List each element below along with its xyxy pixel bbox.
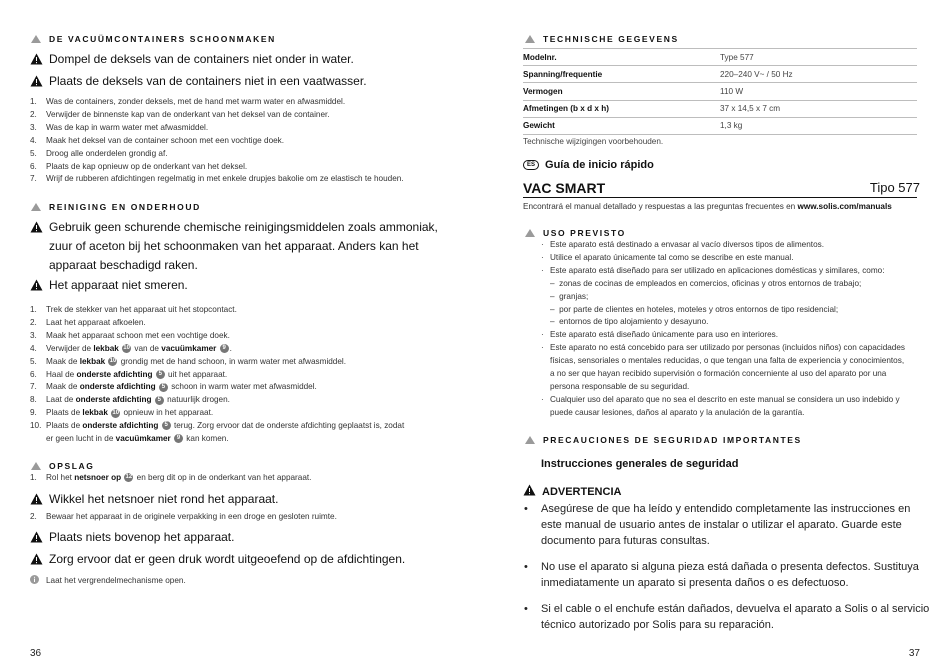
list-item: 1. Was de containers, zonder deksels, met de hand met warm water en afwasmiddel. [30, 97, 346, 106]
warning-icon [30, 75, 43, 87]
table-row: Modelnr. Type 577 [523, 49, 917, 66]
part-number-badge: 9 [174, 434, 183, 443]
list-item: 10. Plaats de onderste afdichting 5 terug. Zorg ervoor dat de onderste afdichting geplaatst is, zodat [30, 421, 405, 431]
manual-note: Encontrará el manual detallado y respuestas a las preguntas frecuentes en www.solis.com/manuals [523, 202, 892, 211]
list-subitem: – entornos de tipo alojamiento y desayuno. [550, 317, 709, 327]
list-item: · Este aparato no está concebido para ser utilizado por personas (incluidos niños) con capacidades [541, 343, 906, 353]
list-item: 6. Plaats de kap opnieuw op de onderkant van het deksel. [30, 161, 248, 171]
warning-icon [30, 493, 43, 505]
list-item: · Este aparato está diseñado únicamente para uso en interiores. [541, 330, 779, 340]
table-row: Vermogen 110 W [523, 83, 917, 100]
part-number-badge: 10 [112, 409, 120, 416]
part-number-badge: 10 [109, 357, 117, 364]
list-item-continued: persona responsable de su seguridad. [550, 381, 690, 391]
warning-line: Zorg ervoor dat er geen druk wordt uitgeoefend op de afdichtingen. [30, 550, 405, 569]
info-note: Laat het vergrendelmechanisme open. [30, 575, 186, 589]
list-item: 1. Rol het netsnoer op 12 en berg dit op in de onderkant van het apparaat. [30, 473, 312, 482]
storage-step-2 [30, 511, 337, 524]
part-number-badge: 12 [125, 474, 133, 481]
cleaning-steps [30, 96, 404, 186]
section-heading: DE VACUÜMCONTAINERS SCHOONMAKEN [31, 34, 276, 44]
list-item: 7. Maak de onderste afdichting 5 schoon in warm water met afwasmiddel. [30, 382, 317, 392]
title-rule [523, 197, 917, 198]
warning-line: Dompel de deksels van de containers niet onder in water. [30, 50, 354, 69]
list-item: 4. Maak het deksel van de container schoon met een vochtige doek. [30, 135, 285, 145]
list-item: 3. Was de kap in warm water met afwasmiddel. [30, 122, 209, 132]
section-triangle-icon [31, 462, 41, 470]
table-row: Spanning/frequentie 220–240 V~ / 50 Hz [523, 66, 917, 83]
list-subitem: – zonas de cocinas de empleados en comercios, oficinas y otros entornos de trabajo; [550, 278, 862, 288]
section-heading: USO PREVISTO [525, 228, 626, 238]
warning-line: Plaats niets bovenop het apparaat. [30, 528, 234, 547]
part-number-badge: 5 [159, 383, 168, 392]
section-heading: OPSLAG [31, 461, 95, 471]
info-icon [30, 575, 46, 589]
right-page [475, 0, 950, 660]
list-item-continued: a no ser que hayan recibido supervisión o formación concerniente al uso del aparato por una [550, 369, 887, 379]
product-name: VAC SMART [523, 180, 606, 196]
safety-bullets [524, 501, 929, 643]
list-item-continued: puede causar lesiones, daños al aparato y la anulación de la garantía. [550, 407, 805, 417]
list-item: 2. Verwijder de binnenste kap van de onderkant van het deksel van de container. [30, 109, 330, 119]
language-badge: ES [523, 160, 539, 170]
quick-guide-header: ES Guía de inicio rápido [523, 159, 654, 171]
manual-link[interactable]: www.solis.com/manuals [797, 202, 892, 211]
page-number: 37 [908, 648, 920, 659]
part-number-badge: 5 [156, 370, 165, 379]
list-subitem: – por parte de clientes en hoteles, moteles y otros entornos de tipo residencial; [550, 304, 839, 314]
list-item-continued: er geen lucht in de vacuümkamer 9 kan komen. [46, 434, 229, 444]
list-item: • No use el aparato si alguna pieza está dañada o presenta defectos. Sustituya inmediatamente un aparato si presenta daños o es defectuoso. [524, 561, 919, 589]
list-item: 4. Verwijder de lekbak 10 van de vacuümkamer 9 . [30, 343, 232, 353]
list-item: 8. Laat de onderste afdichting 5 natuurlijk drogen. [30, 395, 230, 405]
section-heading: REINIGING EN ONDERHOUD [31, 202, 201, 212]
part-number-badge: 5 [162, 421, 171, 430]
spec-note: Technische wijzigingen voorbehouden. [523, 137, 664, 146]
warning-icon [30, 279, 43, 291]
warning-line: Wikkel het netsnoer niet rond het apparaat. [30, 490, 278, 509]
part-number-badge: 9 [220, 344, 229, 353]
part-number-badge: 10 [123, 345, 130, 352]
list-item: · Cualquier uso del aparato que no sea el descrito en este manual se considera un uso indebido y [541, 394, 900, 404]
maintenance-steps [30, 304, 404, 446]
warning-icon [30, 53, 43, 65]
section-heading: TECHNISCHE GEGEVENS [525, 34, 679, 44]
table-row: Gewicht 1,3 kg [523, 117, 917, 134]
storage-step-1 [30, 472, 311, 485]
warning-icon [30, 221, 43, 233]
page-number: 36 [30, 648, 42, 659]
section-triangle-icon [31, 203, 41, 211]
list-item: • Si el cable o el enchufe están dañados, devuelva el aparato a Solis o al servicio técnico autorizado por Solis para su reparación. [524, 603, 930, 631]
list-item: · Este aparato está diseñado para ser utilizado en aplicaciones domésticas y similares, como: [541, 265, 885, 275]
list-item: 5. Droog alle onderdelen grondig af. [30, 148, 168, 158]
list-item: 1. Trek de stekker van het apparaat uit het stopcontact. [30, 305, 237, 314]
warning-line: Plaats de deksels van de containers niet in een vaatwasser. [30, 72, 367, 91]
list-item-continued: físicas, sensoriales o mentales reducidas, o que tengan una falta de experiencia y conocimientos, [550, 356, 905, 366]
list-item: 5. Maak de lekbak 10 grondig met de hand schoon, in warm water met afwasmiddel. [30, 356, 347, 366]
section-triangle-icon [525, 35, 535, 43]
warning-line: Het apparaat niet smeren. [30, 276, 188, 295]
list-item: 3. Maak het apparaat schoon met een vochtige doek. [30, 330, 230, 340]
warning-icon [30, 553, 43, 565]
list-subitem: – granjas; [550, 291, 589, 301]
section-triangle-icon [31, 35, 41, 43]
section-triangle-icon [525, 229, 535, 237]
list-item: 6. Haal de onderste afdichting 5 uit het apparaat. [30, 369, 228, 379]
list-item: · Utilice el aparato únicamente tal como se describe en este manual. [541, 252, 794, 262]
list-item: 7. Wrijf de rubberen afdichtingen regelmatig in met enkele drupjes bakolie om ze elastisch te houden. [30, 174, 404, 184]
table-row: Afmetingen (b x d x h) 37 x 14,5 x 7 cm [523, 100, 917, 117]
list-item: • Asegúrese de que ha leído y entendido completamente las instrucciones en este manual de usuario antes de instalar o utilizar el aparato. Guarde este documento para futuras consultas. [524, 503, 911, 547]
warning-icon [523, 484, 536, 499]
product-type: Tipo 577 [869, 180, 920, 195]
list-item: 2. Laat het apparaat afkoelen. [30, 317, 146, 327]
warning-block: Gebruik geen schurende chemische reinigingsmiddelen zoals ammoniak, zuur of aceton bij het schoonmaken van het apparaat. Anders kan het apparaat beschadigd raken. [30, 218, 438, 275]
list-item: 2. Bewaar het apparaat in de originele verpakking in een droge en gesloten ruimte. [30, 512, 337, 521]
part-number-badge: 5 [155, 396, 164, 405]
warning-heading: ADVERTENCIA [523, 484, 621, 499]
list-item: 9. Plaats de lekbak 10 opnieuw in het apparaat. [30, 408, 214, 418]
intended-use-list [541, 239, 905, 420]
general-instructions-title: Instrucciones generales de seguridad [541, 458, 739, 470]
warning-icon [30, 531, 43, 543]
list-item: · Este aparato está destinado a envasar al vacío diversos tipos de alimentos. [541, 240, 824, 249]
section-heading: PRECAUCIONES DE SEGURIDAD IMPORTANTES [525, 435, 802, 445]
spec-table [523, 48, 917, 135]
section-triangle-icon [525, 436, 535, 444]
